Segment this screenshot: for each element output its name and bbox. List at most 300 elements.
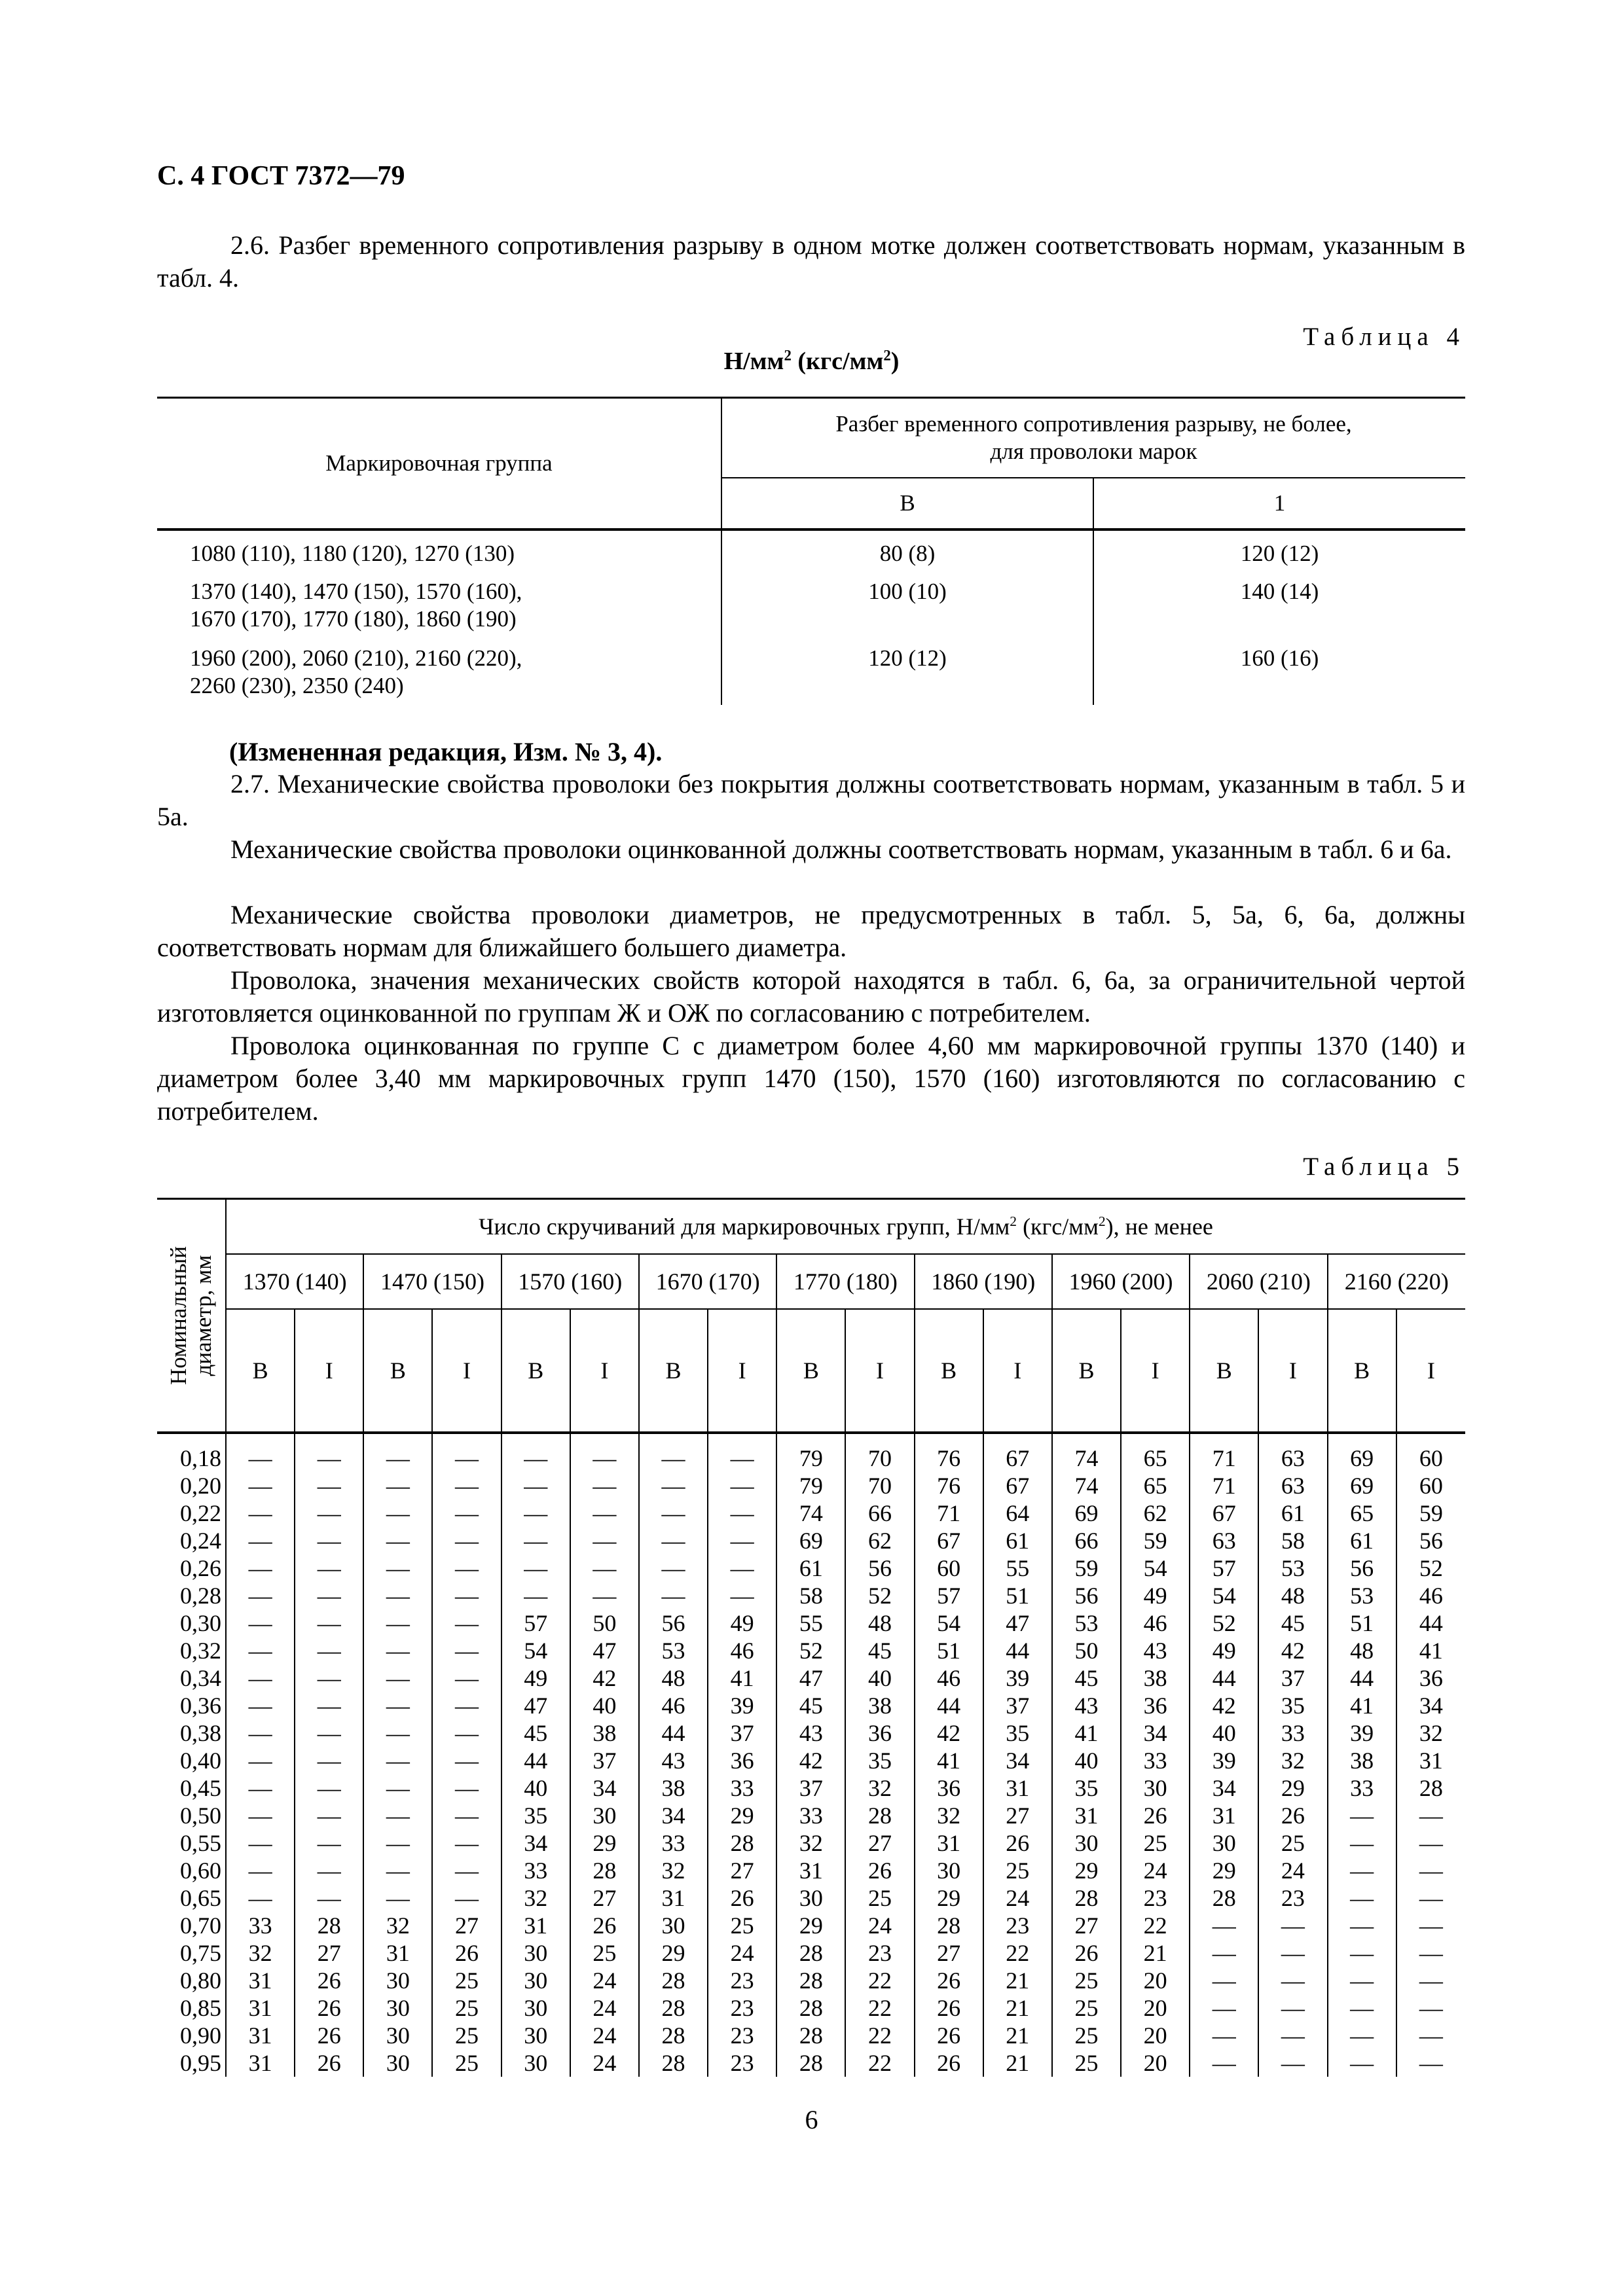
table5-sub-header-i: I — [1258, 1309, 1327, 1433]
table5-cell-diameter: 0,34 — [157, 1664, 226, 1692]
table5-cell-value: 52 — [776, 1637, 845, 1664]
paragraph-2-7 — [157, 768, 1465, 833]
table5-cell-value: 45 — [1052, 1664, 1121, 1692]
paragraph-text: Проволока оцинкованная по группе С с диаметром более 4,60 мм маркировочной группы 1370 (140) и диаметром более 3,40 мм маркировочных групп 1470 (150), 1570 (160) изготовляются по согласованию с потребителем. — [157, 1031, 1465, 1126]
table5-cell-value: 20 — [1121, 2022, 1190, 2049]
table5-cell-value: 25 — [1052, 2049, 1121, 2077]
table5-cell-value: 53 — [1328, 1582, 1396, 1609]
table5-cell-diameter: 0,95 — [157, 2049, 226, 2077]
table5-cell-value: 56 — [639, 1609, 708, 1637]
table5-cell-value: 30 — [501, 2022, 570, 2049]
table5-cell-value: 46 — [708, 1637, 776, 1664]
table5-cell-diameter: 0,55 — [157, 1829, 226, 1857]
table5-cell-value: 27 — [1052, 1912, 1121, 1939]
table5-cell-value: 65 — [1121, 1472, 1190, 1499]
table5-cell-value: — — [1419, 1857, 1443, 1884]
table5-cell-value: — — [363, 1719, 432, 1747]
table5-cell-value: 61 — [1258, 1499, 1327, 1527]
table5-cell-diameter: 0,30 — [157, 1609, 226, 1637]
table5-cell-value: 58 — [1258, 1527, 1327, 1554]
table5-cell-value: 21 — [983, 2022, 1052, 2049]
table5-cell-value: 69 — [1328, 1472, 1396, 1499]
table5-cell-value: — — [1419, 1967, 1443, 1994]
header-line: для проволоки марок — [990, 439, 1197, 464]
table5-cell-value: 42 — [776, 1747, 845, 1774]
table5-cell-value: 30 — [1052, 1829, 1121, 1857]
table5-cell-value: — — [226, 1499, 295, 1527]
header-sup: 2 — [1010, 1213, 1017, 1229]
cell-text: 1960 (200), 2060 (210), 2160 (220), — [190, 645, 522, 671]
table5-sub-header-i: I — [708, 1309, 776, 1433]
table5-cell-value: 22 — [983, 1939, 1052, 1967]
table5-cell-value: 43 — [1052, 1692, 1121, 1719]
table5-cell-value: 62 — [845, 1527, 914, 1554]
table5-cell-value: 53 — [1052, 1609, 1121, 1637]
table5-cell-diameter: 0,20 — [157, 1472, 226, 1499]
paragraph — [157, 1030, 1465, 1128]
table5-cell-value: 59 — [1419, 1500, 1443, 1526]
table4-unit — [0, 347, 1623, 376]
table5-cell-value: 59 — [1121, 1527, 1190, 1554]
table5-cell-value: 46 — [639, 1692, 708, 1719]
table5-cell-value: 47 — [570, 1637, 639, 1664]
table5-cell-value: 69 — [1328, 1433, 1396, 1472]
paragraph — [157, 899, 1465, 964]
table5-cell-value: 26 — [983, 1829, 1052, 1857]
table-row — [157, 1774, 1465, 1802]
table5-cell-value: 26 — [570, 1912, 639, 1939]
table5-sub-header-b: В — [363, 1309, 432, 1433]
table-row — [157, 570, 1465, 636]
table5-cell-value: 61 — [983, 1527, 1052, 1554]
table5-cell-value: 21 — [983, 1967, 1052, 1994]
table5-cell-value: 43 — [639, 1747, 708, 1774]
table5-cell-value: 21 — [983, 1994, 1052, 2022]
table5-cell-value: — — [1190, 1912, 1258, 1939]
table5-cell-value: 37 — [708, 1719, 776, 1747]
table5-cell-value: — — [226, 1664, 295, 1692]
table5-cell-value: 25 — [1052, 2022, 1121, 2049]
table5-cell-value: 49 — [708, 1609, 776, 1637]
table-row — [157, 1692, 1465, 1719]
table5-cell-value: — — [432, 1774, 501, 1802]
table5-cell-value: 25 — [432, 1994, 501, 2022]
table5-cell-value: 59 — [1052, 1554, 1121, 1582]
table5-cell-value: 45 — [845, 1637, 914, 1664]
paragraph-text: 2.6. Разбег временного сопротивления разрыву в одном мотке должен соответствовать нормам, указанным в табл. 4. — [157, 230, 1465, 293]
table5-cell-value: 79 — [776, 1472, 845, 1499]
table5-cell-value: 35 — [1258, 1692, 1327, 1719]
table5-cell-value: 32 — [501, 1884, 570, 1912]
table5-cell-value: — — [432, 1472, 501, 1499]
table5-cell-value: — — [363, 1774, 432, 1802]
table5-cell-value: — — [432, 1664, 501, 1692]
table5-cell-value: — — [1328, 1994, 1396, 2022]
table5-cell-diameter: 0,22 — [157, 1499, 226, 1527]
table5-cell-diameter: 0,26 — [157, 1554, 226, 1582]
table5-cell-value: — — [295, 1582, 363, 1609]
table5-cell-value: 45 — [501, 1719, 570, 1747]
table5-cell-value: 39 — [1328, 1719, 1396, 1747]
table5-cell-value: 49 — [501, 1664, 570, 1692]
table5-cell-value: 26 — [432, 1939, 501, 1967]
table-row — [157, 1554, 1465, 1582]
header-text: Число скручиваний для маркировочных групп, Н/мм — [479, 1213, 1010, 1240]
table4-cell-group — [157, 570, 721, 636]
table5-cell-value: — — [295, 1829, 363, 1857]
table5-cell-value: — — [1419, 2022, 1443, 2049]
table5-cell-value: 54 — [1190, 1582, 1258, 1609]
table5-cell-value: — — [1328, 1857, 1396, 1884]
rotated-header — [166, 1246, 216, 1385]
table5-group-header: 1470 (150) — [363, 1254, 501, 1309]
table5-cell-value: 62 — [1121, 1499, 1190, 1527]
table5-cell-value: 47 — [983, 1609, 1052, 1637]
table5-cell-value: — — [1258, 1994, 1327, 2022]
table5-cell-value: 27 — [708, 1857, 776, 1884]
table5-cell-value: 38 — [570, 1719, 639, 1747]
table5-cell-diameter: 0,38 — [157, 1719, 226, 1747]
unit-text: ) — [890, 348, 900, 375]
table5-cell-diameter: 0,80 — [157, 1967, 226, 1994]
table5-cell-value: 57 — [501, 1609, 570, 1637]
table5-group-header: 1770 (180) — [776, 1254, 914, 1309]
table5-cell-value: 25 — [570, 1939, 639, 1967]
table5-cell-value: 30 — [915, 1857, 983, 1884]
paragraph-2-6 — [157, 229, 1465, 295]
table5-cell-value: 28 — [776, 1967, 845, 1994]
table5-cell-value: 60 — [1419, 1445, 1443, 1471]
table5-cell-value: — — [226, 1719, 295, 1747]
table5-cell-value: 63 — [1258, 1472, 1327, 1499]
table5-cell-value: 41 — [1328, 1692, 1396, 1719]
unit-sup: 2 — [883, 347, 891, 364]
cell-text: 1370 (140), 1470 (150), 1570 (160), — [190, 579, 522, 604]
table5-cell-value: — — [226, 1774, 295, 1802]
table5-cell-value: — — [570, 1499, 639, 1527]
table5-cell-value: — — [432, 1609, 501, 1637]
table5-cell-value: — — [1190, 2049, 1258, 2077]
table5-cell-value: — — [295, 1527, 363, 1554]
table5-cell-value: — — [639, 1527, 708, 1554]
table5-cell-value: — — [295, 1637, 363, 1664]
table5-cell-value: 44 — [915, 1692, 983, 1719]
table5-cell-value: 24 — [570, 2022, 639, 2049]
table5-cell-value: — — [639, 1433, 708, 1472]
table4-cell-1: 120 (12) — [1240, 541, 1319, 566]
table5-cell-value: 57 — [915, 1582, 983, 1609]
table5-cell-diameter: 0,90 — [157, 2022, 226, 2049]
table-row — [157, 1912, 1465, 1939]
table5-cell-value: 30 — [363, 2022, 432, 2049]
table5-cell-value: 67 — [983, 1433, 1052, 1472]
table5-cell-value: 28 — [1190, 1884, 1258, 1912]
table5-sub-header-i: I — [983, 1309, 1052, 1433]
table5-diameter-header — [157, 1199, 226, 1433]
table5-cell-value: 20 — [1121, 1994, 1190, 2022]
table5-cell-value: — — [432, 1554, 501, 1582]
table5-cell-value: — — [295, 1884, 363, 1912]
table5-cell-value: 26 — [708, 1884, 776, 1912]
table5-cell-value: 30 — [501, 1967, 570, 1994]
table4-col-group-header: Маркировочная группа — [157, 398, 721, 530]
table5-cell-value: 26 — [915, 2049, 983, 2077]
table5-cell-value: 61 — [776, 1554, 845, 1582]
table5-cell-value: — — [1419, 1885, 1443, 1911]
table5-cell-value: 61 — [1328, 1527, 1396, 1554]
table-row — [157, 1664, 1465, 1692]
table5-cell-value: 29 — [639, 1939, 708, 1967]
table5-cell-value: — — [1258, 1939, 1327, 1967]
table5-cell-value: 33 — [226, 1912, 295, 1939]
page-number: 6 — [805, 2105, 818, 2134]
table5-cell-value: — — [363, 1664, 432, 1692]
table5-cell-value: — — [1190, 1967, 1258, 1994]
table5-cell-value: 28 — [776, 1994, 845, 2022]
table5-cell-value: 54 — [501, 1637, 570, 1664]
table5-cell-value: — — [708, 1472, 776, 1499]
table5-cell-value: 40 — [845, 1664, 914, 1692]
table5-cell-value: 44 — [1328, 1664, 1396, 1692]
table5-cell-value: — — [1258, 1912, 1327, 1939]
table5-cell-value: — — [639, 1472, 708, 1499]
table5-cell-value: — — [226, 1802, 295, 1829]
header-text: (кгс/мм — [1017, 1213, 1099, 1240]
table5-cell-value: 32 — [226, 1939, 295, 1967]
table5-cell-value: 65 — [1121, 1433, 1190, 1472]
table5-cell-value: — — [363, 1829, 432, 1857]
table5-cell-value: 56 — [1052, 1582, 1121, 1609]
table5-cell-value: 31 — [226, 1967, 295, 1994]
table5-cell-value: 36 — [1121, 1692, 1190, 1719]
table5-cell-value: 33 — [776, 1802, 845, 1829]
table5-sub-header-b: В — [1052, 1309, 1121, 1433]
table4-cell-group — [157, 529, 721, 570]
table5-cell-value: 30 — [363, 1967, 432, 1994]
table5-cell-value: 63 — [1258, 1433, 1327, 1472]
table5-cell-value: 24 — [845, 1912, 914, 1939]
table5-cell-value: 28 — [639, 1967, 708, 1994]
table5-cell-value: 40 — [570, 1692, 639, 1719]
changed-edition-note: (Измененная редакция, Изм. № 3, 4). — [229, 737, 663, 766]
table5-cell-value: 49 — [1121, 1582, 1190, 1609]
table-row — [157, 1967, 1465, 1994]
table5-cell-value: — — [708, 1527, 776, 1554]
table5-cell-value: 43 — [776, 1719, 845, 1747]
table5-cell-value: 34 — [570, 1774, 639, 1802]
table5-cell-value: — — [295, 1554, 363, 1582]
table5-group-header: 1860 (190) — [915, 1254, 1052, 1309]
table5-cell-value: 67 — [1190, 1499, 1258, 1527]
table5-cell-value: 25 — [708, 1912, 776, 1939]
table5-cell-value: 40 — [1052, 1747, 1121, 1774]
table5-cell-value: 26 — [1052, 1939, 1121, 1967]
table5-cell-value: 46 — [1121, 1609, 1190, 1637]
table5-cell-value: 23 — [1121, 1884, 1190, 1912]
table5-cell-value: 34 — [1419, 1693, 1443, 1719]
table5-cell-diameter: 0,85 — [157, 1994, 226, 2022]
table5-cell-value: 29 — [1190, 1857, 1258, 1884]
table5-cell-value: 30 — [1190, 1829, 1258, 1857]
table5-cell-value: — — [226, 1747, 295, 1774]
table5-cell-value: — — [1328, 2022, 1396, 2049]
table5-cell-value: 28 — [776, 1939, 845, 1967]
table5-cell-value: 58 — [776, 1582, 845, 1609]
table5-cell-value: 28 — [639, 2022, 708, 2049]
table-row — [157, 1939, 1465, 1967]
table5-cell-value: — — [432, 1747, 501, 1774]
paragraph-text: Механические свойства проволоки оцинкованной должны соответствовать нормам, указанным в табл. 6 и 6а. — [230, 834, 1452, 864]
table5-sub-header-b: В — [1328, 1309, 1396, 1433]
table5-cell-value: 30 — [1121, 1774, 1190, 1802]
table5-cell-value: 76 — [915, 1433, 983, 1472]
header-line: Номинальный — [166, 1246, 191, 1385]
table5-cell-value: 57 — [1190, 1554, 1258, 1582]
table5-cell-value: 32 — [639, 1857, 708, 1884]
table5-cell-diameter: 0,60 — [157, 1857, 226, 1884]
table5-cell-value: — — [432, 1692, 501, 1719]
table5-sub-header-i: I — [570, 1309, 639, 1433]
table5-cell-value: 20 — [1121, 1967, 1190, 1994]
table5-cell-value: — — [432, 1719, 501, 1747]
table5-cell-value: — — [639, 1554, 708, 1582]
table5-cell-value: — — [501, 1582, 570, 1609]
table5-cell-value: 29 — [1052, 1857, 1121, 1884]
table5-cell-value: — — [501, 1433, 570, 1472]
table5-cell-value: 26 — [915, 1994, 983, 2022]
table5-cell-value: 48 — [639, 1664, 708, 1692]
table5-cell-value: 27 — [983, 1802, 1052, 1829]
page-header: С. 4 ГОСТ 7372—79 — [157, 161, 405, 191]
table5-cell-value: 25 — [1052, 1994, 1121, 2022]
table5-cell-value: 74 — [776, 1499, 845, 1527]
table5-cell-value: 32 — [1258, 1747, 1327, 1774]
table4-caption: Таблица 4 — [1303, 323, 1465, 351]
table5-cell-diameter: 0,50 — [157, 1802, 226, 1829]
table5-cell-value: — — [432, 1433, 501, 1472]
table5-cell-value: 26 — [1258, 1802, 1327, 1829]
table5-caption: Таблица 5 — [1303, 1153, 1465, 1181]
table5-cell-value: 45 — [1258, 1609, 1327, 1637]
table5-cell-value: 51 — [1328, 1609, 1396, 1637]
table5-cell-value: — — [226, 1472, 295, 1499]
table5-cell-value: 24 — [570, 2049, 639, 2077]
table5-sub-header-i: I — [432, 1309, 501, 1433]
table5-cell-value: 48 — [1328, 1637, 1396, 1664]
table5-cell-value: 46 — [915, 1664, 983, 1692]
table5-cell-diameter: 0,40 — [157, 1747, 226, 1774]
table5-cell-value: 35 — [983, 1719, 1052, 1747]
table4-cell-b: 100 (10) — [721, 570, 1093, 636]
table5-cell-value: 50 — [570, 1609, 639, 1637]
table5-cell-value: 24 — [708, 1939, 776, 1967]
table-row — [157, 1802, 1465, 1829]
table5-cell-value: 26 — [845, 1857, 914, 1884]
table5-cell-value: 28 — [1419, 1775, 1443, 1801]
table5-cell-value: — — [1419, 1803, 1443, 1829]
table5-cell-value: — — [708, 1433, 776, 1472]
table5-cell-value: 42 — [570, 1664, 639, 1692]
table4-cell-1: 140 (14) — [1240, 579, 1319, 604]
table5-cell-value: 26 — [295, 2022, 363, 2049]
table5-cell-value: 42 — [915, 1719, 983, 1747]
table5-cell-value: 30 — [570, 1802, 639, 1829]
table5-cell-value: 29 — [570, 1829, 639, 1857]
table5-cell-value: 36 — [845, 1719, 914, 1747]
table5-sub-header-b: В — [915, 1309, 983, 1433]
table5-cell-value: 36 — [1419, 1665, 1443, 1691]
header-sup: 2 — [1098, 1213, 1106, 1229]
table5-cell-value: — — [1419, 1995, 1443, 2021]
table5-cell-value: — — [570, 1472, 639, 1499]
table5-cell-value: 31 — [776, 1857, 845, 1884]
table5-cell-value: — — [295, 1609, 363, 1637]
table5-cell-value: 35 — [501, 1802, 570, 1829]
table5-cell-value: — — [1190, 1994, 1258, 2022]
table5-cell-value: 32 — [776, 1829, 845, 1857]
table5-cell-value: 42 — [1258, 1637, 1327, 1664]
table5-cell-value: 28 — [845, 1802, 914, 1829]
table5-cell-value: — — [226, 1582, 295, 1609]
table5-cell-value: — — [295, 1774, 363, 1802]
table5-cell-value: — — [363, 1527, 432, 1554]
table5-cell-value: 51 — [983, 1582, 1052, 1609]
table5-cell-value: 44 — [501, 1747, 570, 1774]
table5-cell-value: — — [501, 1472, 570, 1499]
header-text: ), не менее — [1105, 1213, 1213, 1240]
table-4 — [157, 397, 1465, 705]
table5-cell-value: 33 — [501, 1857, 570, 1884]
table5-cell-value: — — [226, 1433, 295, 1472]
table5-cell-value: — — [1419, 1940, 1443, 1966]
table5-cell-value: — — [363, 1582, 432, 1609]
table5-cell-value: 51 — [915, 1637, 983, 1664]
table5-cell-value: 76 — [915, 1472, 983, 1499]
table5-cell-value: 26 — [295, 1994, 363, 2022]
table-row — [157, 1637, 1465, 1664]
table5-cell-value: — — [295, 1499, 363, 1527]
table5-cell-value: — — [1258, 2022, 1327, 2049]
table-row — [157, 1994, 1465, 2022]
table5-cell-value: 31 — [1419, 1748, 1443, 1774]
table5-group-header: 2060 (210) — [1190, 1254, 1327, 1309]
table5-cell-diameter: 0,36 — [157, 1692, 226, 1719]
table5-cell-value: 36 — [708, 1747, 776, 1774]
table5-cell-value: 60 — [915, 1554, 983, 1582]
table5-cell-value: 35 — [845, 1747, 914, 1774]
table5-cell-value: — — [295, 1692, 363, 1719]
table5-cell-value: — — [226, 1692, 295, 1719]
table5-cell-value: 31 — [226, 1994, 295, 2022]
table-row — [157, 1609, 1465, 1637]
table5-cell-value: 74 — [1052, 1433, 1121, 1472]
table4-span-header — [721, 398, 1465, 478]
table-row — [157, 2049, 1465, 2077]
paragraph — [157, 964, 1465, 1030]
table4-cell-1: 160 (16) — [1240, 645, 1319, 671]
table5-cell-value: 63 — [1190, 1527, 1258, 1554]
table5-cell-value: — — [1190, 1939, 1258, 1967]
table5-cell-value: 27 — [432, 1912, 501, 1939]
table5-cell-value: 70 — [845, 1472, 914, 1499]
table5-cell-value: 69 — [1052, 1499, 1121, 1527]
table5-cell-value: 31 — [363, 1939, 432, 1967]
table5-cell-value: 25 — [432, 2022, 501, 2049]
table5-cell-value: 23 — [708, 2049, 776, 2077]
table5-cell-value: 33 — [1121, 1747, 1190, 1774]
table5-sub-header-b: В — [639, 1309, 708, 1433]
table5-cell-value: 34 — [983, 1747, 1052, 1774]
